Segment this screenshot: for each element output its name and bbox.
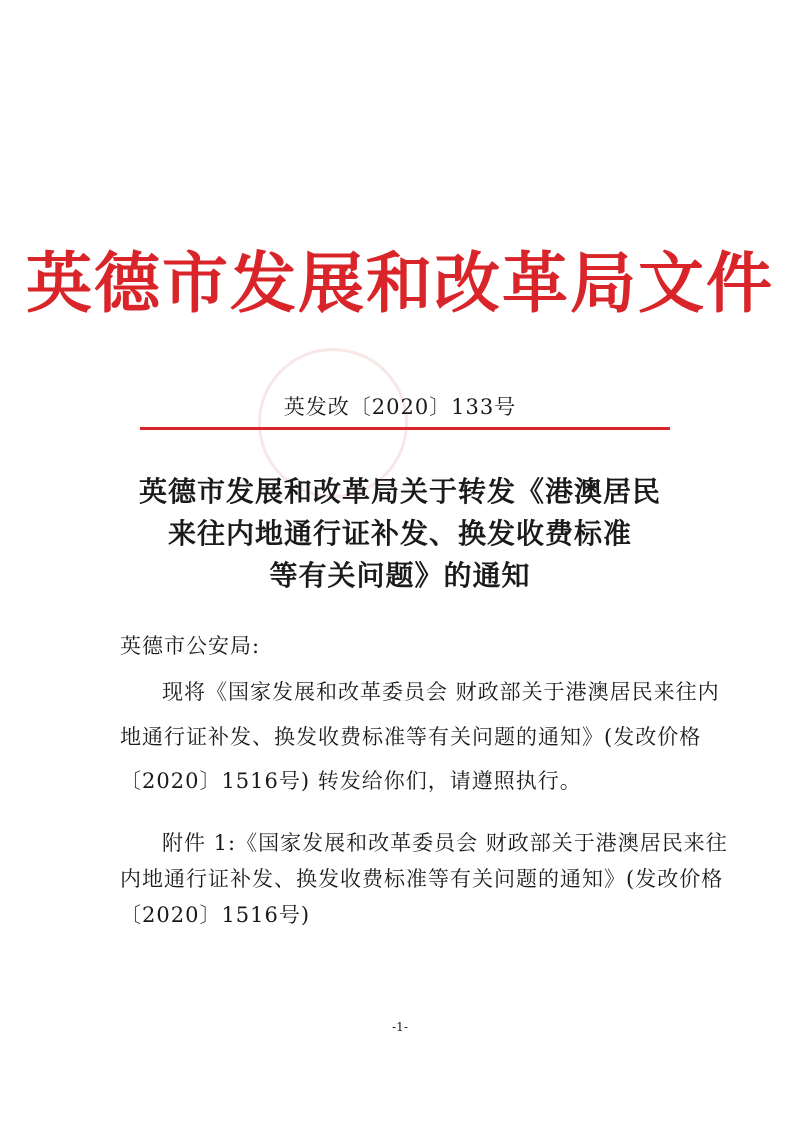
addressee: 英德市公安局:: [120, 634, 261, 658]
page-number: -1-: [392, 1020, 408, 1034]
notice-title-line-2: 来往内地通行证补发、换发收费标准: [167, 517, 632, 550]
red-divider-line: [140, 427, 670, 430]
attachment-line-2: 内地通行证补发、换发收费标准等有关问题的通知》(发改价格: [120, 867, 724, 891]
document-number: 英发改〔2020〕133号: [283, 395, 517, 419]
notice-title-line-1: 英德市发展和改革局关于转发《港澳居民: [138, 475, 661, 508]
notice-title-line-3: 等有关问题》的通知: [269, 559, 531, 592]
attachment-line-1: 附件 1:《国家发展和改革委员会 财政部关于港澳居民来往: [162, 831, 728, 855]
attachment-line-3: 〔2020〕1516号): [120, 903, 311, 927]
body-paragraph-line-3: 〔2020〕1516号) 转发给你们，请遵照执行。: [120, 769, 582, 793]
issuing-authority-header: 英德市发展和改革局文件: [26, 244, 774, 322]
body-paragraph-line-1: 现将《国家发展和改革委员会 财政部关于港澳居民来往内: [162, 680, 720, 704]
body-paragraph-line-2: 地通行证补发、换发收费标准等有关问题的通知》(发改价格: [120, 725, 702, 749]
